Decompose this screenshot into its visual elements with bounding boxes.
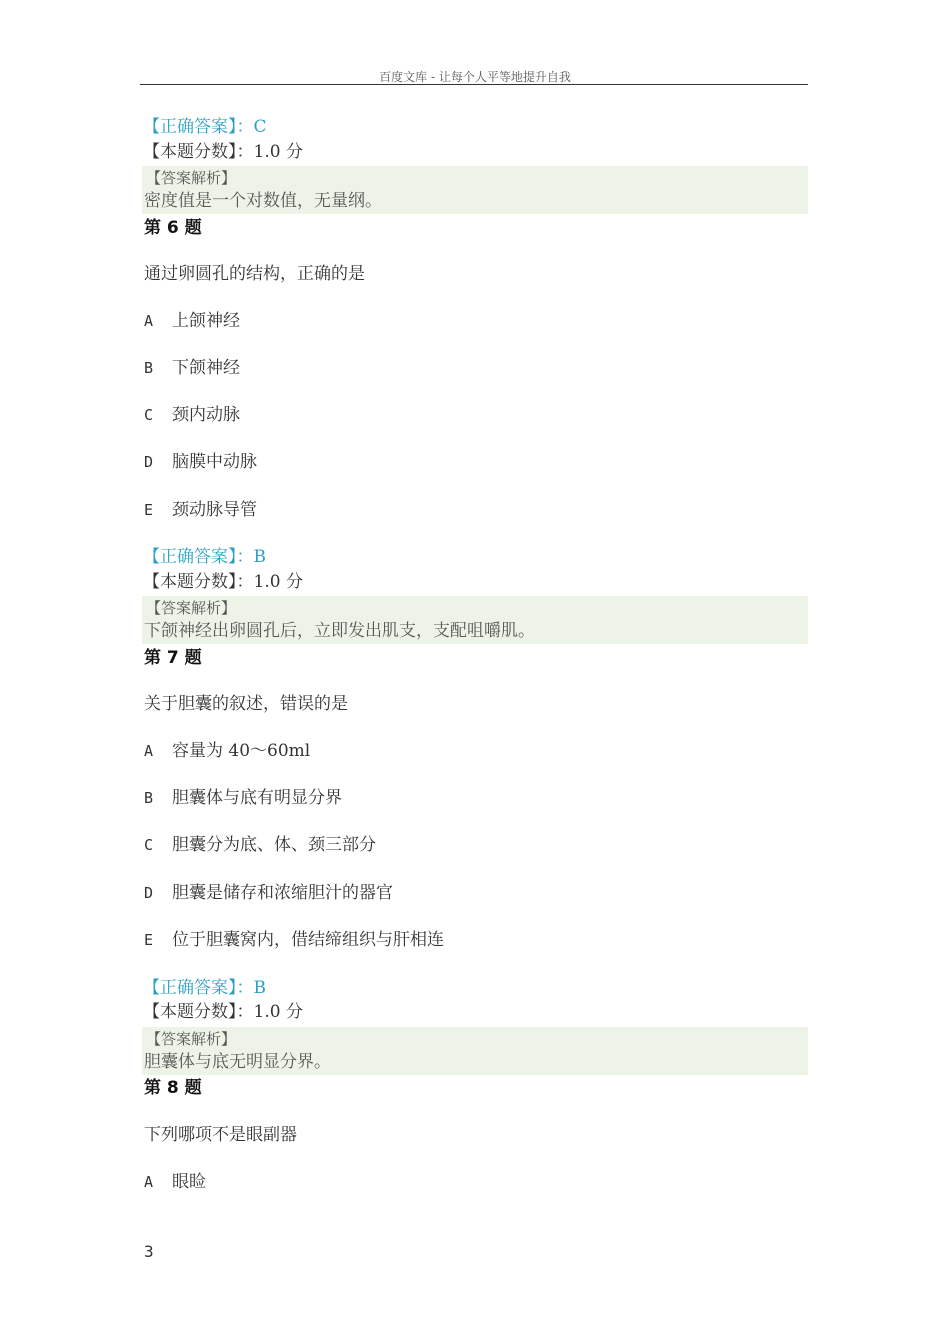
question-title: 第 6 题 [144, 218, 202, 238]
header-divider [140, 84, 808, 85]
analysis-text: 密度值是一个对数值，无量纲。 [144, 191, 382, 211]
option-b [144, 787, 342, 809]
question-score: 【本题分数】：1.0 分 [143, 142, 303, 162]
analysis-text: 胆囊体与底无明显分界。 [144, 1052, 331, 1072]
option-e [144, 929, 444, 951]
option-letter: E [144, 501, 154, 519]
option-text: 下颌神经 [172, 358, 240, 378]
page-number: 3 [144, 1242, 154, 1261]
question-stem: 通过卵圆孔的结构，正确的是 [144, 264, 365, 284]
option-letter: A [144, 1173, 154, 1191]
option-letter: E [144, 931, 154, 949]
question-title: 第 7 题 [144, 648, 202, 668]
option-c [144, 834, 376, 856]
correct-answer: 【正确答案】：C [143, 117, 267, 137]
correct-answer: 【正确答案】：B [143, 547, 266, 567]
analysis-text: 下颌神经出卵圆孔后，立即发出肌支，支配咀嚼肌。 [144, 621, 535, 641]
option-letter: A [144, 312, 154, 330]
analysis-label: 【答案解析】 [146, 1030, 237, 1048]
answer-analysis-box [142, 1027, 808, 1075]
question-stem: 下列哪项不是眼副器 [144, 1125, 297, 1145]
correct-answer: 【正确答案】：B [143, 978, 266, 998]
option-text: 眼睑 [172, 1172, 206, 1192]
analysis-label: 【答案解析】 [146, 599, 237, 617]
option-letter: C [144, 836, 154, 854]
question-score: 【本题分数】：1.0 分 [143, 572, 303, 592]
option-text: 容量为 40～60ml [172, 741, 311, 761]
option-text: 胆囊分为底、体、颈三部分 [172, 835, 376, 855]
option-a [144, 310, 240, 332]
option-text: 位于胆囊窝内，借结缔组织与肝相连 [172, 930, 444, 950]
analysis-label: 【答案解析】 [146, 169, 237, 187]
option-letter: D [144, 884, 154, 902]
option-d [144, 882, 393, 904]
option-letter: B [144, 789, 154, 807]
option-letter: B [144, 359, 154, 377]
option-b [144, 357, 240, 379]
option-a [144, 1171, 206, 1193]
option-text: 颈内动脉 [172, 405, 240, 425]
option-letter: A [144, 742, 154, 760]
question-stem: 关于胆囊的叙述，错误的是 [144, 694, 348, 714]
option-letter: D [144, 453, 154, 471]
question-score: 【本题分数】：1.0 分 [143, 1002, 303, 1022]
option-text: 颈动脉导管 [172, 500, 257, 520]
option-text: 胆囊是储存和浓缩胆汁的器官 [172, 883, 393, 903]
answer-analysis-box [142, 166, 808, 214]
option-letter: C [144, 406, 154, 424]
option-text: 上颌神经 [172, 311, 240, 331]
option-text: 胆囊体与底有明显分界 [172, 788, 342, 808]
option-d [144, 451, 257, 473]
page-header: 百度文库 - 让每个人平等地提升自我 [379, 70, 571, 84]
option-e [144, 499, 257, 521]
answer-analysis-box [142, 596, 808, 644]
option-c [144, 404, 240, 426]
option-a [144, 740, 310, 762]
option-text: 脑膜中动脉 [172, 452, 257, 472]
question-title: 第 8 题 [144, 1078, 202, 1098]
